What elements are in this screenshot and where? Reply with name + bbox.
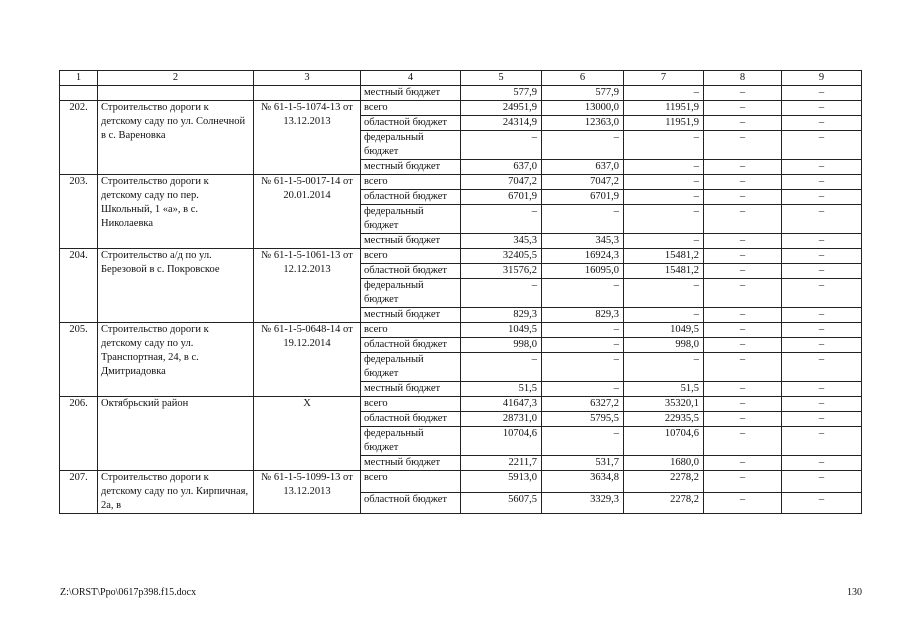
value-cell: – — [461, 131, 542, 160]
column-number: 2 — [98, 71, 254, 86]
column-number: 6 — [542, 71, 624, 86]
value-cell: – — [704, 338, 782, 353]
budget-type: областной бюджет — [361, 492, 461, 514]
value-cell: 12363,0 — [542, 116, 624, 131]
value-cell: – — [542, 279, 624, 308]
value-cell: 15481,2 — [624, 249, 704, 264]
budget-type: местный бюджет — [361, 160, 461, 175]
value-cell: – — [704, 249, 782, 264]
budget-table — [59, 70, 862, 514]
value-cell: – — [704, 308, 782, 323]
value-cell: 6701,9 — [461, 190, 542, 205]
value-cell: 637,0 — [542, 160, 624, 175]
document-number: № 61-1-5-1099-13 от 13.12.2013 — [254, 471, 361, 514]
value-cell: – — [782, 175, 862, 190]
value-cell: – — [704, 353, 782, 382]
budget-type: местный бюджет — [361, 308, 461, 323]
value-cell: 577,9 — [461, 86, 542, 101]
value-cell: 16095,0 — [542, 264, 624, 279]
value-cell: – — [704, 131, 782, 160]
value-cell: 2211,7 — [461, 456, 542, 471]
value-cell: – — [782, 131, 862, 160]
budget-type: всего — [361, 175, 461, 190]
value-cell: – — [704, 382, 782, 397]
column-number: 3 — [254, 71, 361, 86]
value-cell: – — [782, 86, 862, 101]
value-cell: – — [704, 456, 782, 471]
value-cell: – — [782, 234, 862, 249]
budget-type: областной бюджет — [361, 116, 461, 131]
budget-type: местный бюджет — [361, 234, 461, 249]
value-cell: – — [704, 397, 782, 412]
value-cell: – — [782, 427, 862, 456]
value-cell: – — [461, 279, 542, 308]
value-cell: 998,0 — [624, 338, 704, 353]
entry-name: Строительство дороги к детскому саду по ул. Кирпичная, 2а, в — [98, 471, 254, 514]
value-cell: 5913,0 — [461, 471, 542, 493]
value-cell: 13000,0 — [542, 101, 624, 116]
value-cell: – — [624, 86, 704, 101]
budget-type: местный бюджет — [361, 382, 461, 397]
value-cell: – — [782, 397, 862, 412]
value-cell: 7047,2 — [461, 175, 542, 190]
value-cell: 998,0 — [461, 338, 542, 353]
budget-type: федеральный бюджет — [361, 205, 461, 234]
value-cell: – — [542, 323, 624, 338]
value-cell: – — [782, 279, 862, 308]
value-cell: – — [624, 234, 704, 249]
document-number: № 61-1-5-0017-14 от 20.01.2014 — [254, 175, 361, 249]
value-cell: – — [624, 175, 704, 190]
value-cell: 51,5 — [461, 382, 542, 397]
value-cell: 22935,5 — [624, 412, 704, 427]
value-cell: 577,9 — [542, 86, 624, 101]
value-cell: 10704,6 — [461, 427, 542, 456]
entry-name: Строительство дороги к детскому саду по пер. Школьный, 1 «а», в с. Николаевка — [98, 175, 254, 249]
value-cell: – — [542, 427, 624, 456]
value-cell: 3329,3 — [542, 492, 624, 514]
column-number: 8 — [704, 71, 782, 86]
value-cell: 1680,0 — [624, 456, 704, 471]
entry-number: 203. — [60, 175, 98, 249]
value-cell: 1049,5 — [624, 323, 704, 338]
value-cell: 31576,2 — [461, 264, 542, 279]
value-cell: 345,3 — [461, 234, 542, 249]
value-cell: 15481,2 — [624, 264, 704, 279]
value-cell: 2278,2 — [624, 471, 704, 493]
value-cell: – — [461, 353, 542, 382]
value-cell: – — [704, 412, 782, 427]
entry-name: Строительство дороги к детскому саду по ул. Транспортная, 24, в с. Дмитриадовка — [98, 323, 254, 397]
value-cell: – — [704, 190, 782, 205]
value-cell: 24314,9 — [461, 116, 542, 131]
value-cell: 637,0 — [461, 160, 542, 175]
value-cell: 10704,6 — [624, 427, 704, 456]
entry-name: Строительство а/д по ул. Березовой в с. Покровское — [98, 249, 254, 323]
value-cell: 24951,9 — [461, 101, 542, 116]
table-row — [60, 249, 862, 264]
value-cell: 829,3 — [461, 308, 542, 323]
table-row — [60, 471, 862, 493]
value-cell: 6327,2 — [542, 397, 624, 412]
value-cell: 531,7 — [542, 456, 624, 471]
value-cell: 2278,2 — [624, 492, 704, 514]
value-cell: – — [782, 190, 862, 205]
document-number: Х — [254, 397, 361, 471]
budget-type: местный бюджет — [361, 456, 461, 471]
value-cell: – — [782, 249, 862, 264]
budget-type: федеральный бюджет — [361, 353, 461, 382]
value-cell: 1049,5 — [461, 323, 542, 338]
value-cell: 32405,5 — [461, 249, 542, 264]
value-cell: 35320,1 — [624, 397, 704, 412]
budget-type: областной бюджет — [361, 264, 461, 279]
value-cell: – — [782, 412, 862, 427]
value-cell: – — [704, 160, 782, 175]
value-cell: – — [782, 101, 862, 116]
column-number-row — [60, 71, 862, 86]
column-number: 1 — [60, 71, 98, 86]
table-body — [60, 71, 862, 514]
value-cell: – — [782, 205, 862, 234]
value-cell: – — [782, 323, 862, 338]
value-cell: 51,5 — [624, 382, 704, 397]
value-cell: – — [704, 323, 782, 338]
value-cell: 5607,5 — [461, 492, 542, 514]
value-cell: – — [704, 175, 782, 190]
value-cell: – — [624, 308, 704, 323]
value-cell: – — [704, 492, 782, 514]
budget-type: областной бюджет — [361, 190, 461, 205]
table-row — [60, 101, 862, 116]
table-row — [60, 86, 862, 101]
value-cell: – — [704, 264, 782, 279]
value-cell: – — [782, 456, 862, 471]
value-cell: – — [542, 353, 624, 382]
budget-type: местный бюджет — [361, 86, 461, 101]
budget-type: всего — [361, 323, 461, 338]
value-cell: – — [542, 382, 624, 397]
entry-number: 204. — [60, 249, 98, 323]
value-cell: – — [704, 279, 782, 308]
value-cell: – — [782, 338, 862, 353]
budget-type: всего — [361, 249, 461, 264]
value-cell: – — [704, 205, 782, 234]
entry-number: 202. — [60, 101, 98, 175]
budget-type: областной бюджет — [361, 412, 461, 427]
budget-type: областной бюджет — [361, 338, 461, 353]
value-cell: – — [704, 101, 782, 116]
value-cell: – — [782, 116, 862, 131]
value-cell: – — [624, 205, 704, 234]
empty-cell — [98, 86, 254, 101]
value-cell: – — [624, 279, 704, 308]
value-cell: – — [704, 86, 782, 101]
document-number: № 61-1-5-1061-13 от 12.12.2013 — [254, 249, 361, 323]
value-cell: 3634,8 — [542, 471, 624, 493]
value-cell: – — [782, 264, 862, 279]
value-cell: – — [542, 131, 624, 160]
empty-cell — [60, 86, 98, 101]
table-row — [60, 175, 862, 190]
value-cell: – — [782, 471, 862, 493]
entry-number: 207. — [60, 471, 98, 514]
value-cell: 345,3 — [542, 234, 624, 249]
column-number: 4 — [361, 71, 461, 86]
value-cell: 829,3 — [542, 308, 624, 323]
value-cell: – — [624, 131, 704, 160]
value-cell: 5795,5 — [542, 412, 624, 427]
value-cell: – — [704, 471, 782, 493]
value-cell: – — [782, 382, 862, 397]
table-row — [60, 397, 862, 412]
value-cell: – — [704, 234, 782, 249]
empty-cell — [254, 86, 361, 101]
value-cell: 7047,2 — [542, 175, 624, 190]
file-path: Z:\ORST\Ppo\0617p398.f15.docx — [60, 587, 197, 598]
value-cell: – — [704, 116, 782, 131]
budget-type: всего — [361, 397, 461, 412]
column-number: 9 — [782, 71, 862, 86]
document-number: № 61-1-5-1074-13 от 13.12.2013 — [254, 101, 361, 175]
value-cell: 41647,3 — [461, 397, 542, 412]
value-cell: 6701,9 — [542, 190, 624, 205]
entry-name: Октябрьский район — [98, 397, 254, 471]
budget-type: всего — [361, 471, 461, 493]
page-number: 130 — [847, 587, 862, 598]
value-cell: – — [704, 427, 782, 456]
value-cell: – — [782, 492, 862, 514]
column-number: 7 — [624, 71, 704, 86]
budget-type: всего — [361, 101, 461, 116]
value-cell: 11951,9 — [624, 101, 704, 116]
value-cell: – — [461, 205, 542, 234]
value-cell: – — [624, 353, 704, 382]
value-cell: 16924,3 — [542, 249, 624, 264]
column-number: 5 — [461, 71, 542, 86]
value-cell: – — [542, 338, 624, 353]
value-cell: – — [782, 308, 862, 323]
budget-type: федеральный бюджет — [361, 131, 461, 160]
entry-name: Строительство дороги к детскому саду по ул. Солнечной в с. Вареновка — [98, 101, 254, 175]
value-cell: 28731,0 — [461, 412, 542, 427]
document-number: № 61-1-5-0648-14 от 19.12.2014 — [254, 323, 361, 397]
entry-number: 205. — [60, 323, 98, 397]
value-cell: – — [542, 205, 624, 234]
value-cell: – — [624, 160, 704, 175]
value-cell: – — [624, 190, 704, 205]
value-cell: – — [782, 160, 862, 175]
budget-type: федеральный бюджет — [361, 279, 461, 308]
table-row — [60, 323, 862, 338]
value-cell: – — [782, 353, 862, 382]
entry-number: 206. — [60, 397, 98, 471]
budget-type: федеральный бюджет — [361, 427, 461, 456]
value-cell: 11951,9 — [624, 116, 704, 131]
